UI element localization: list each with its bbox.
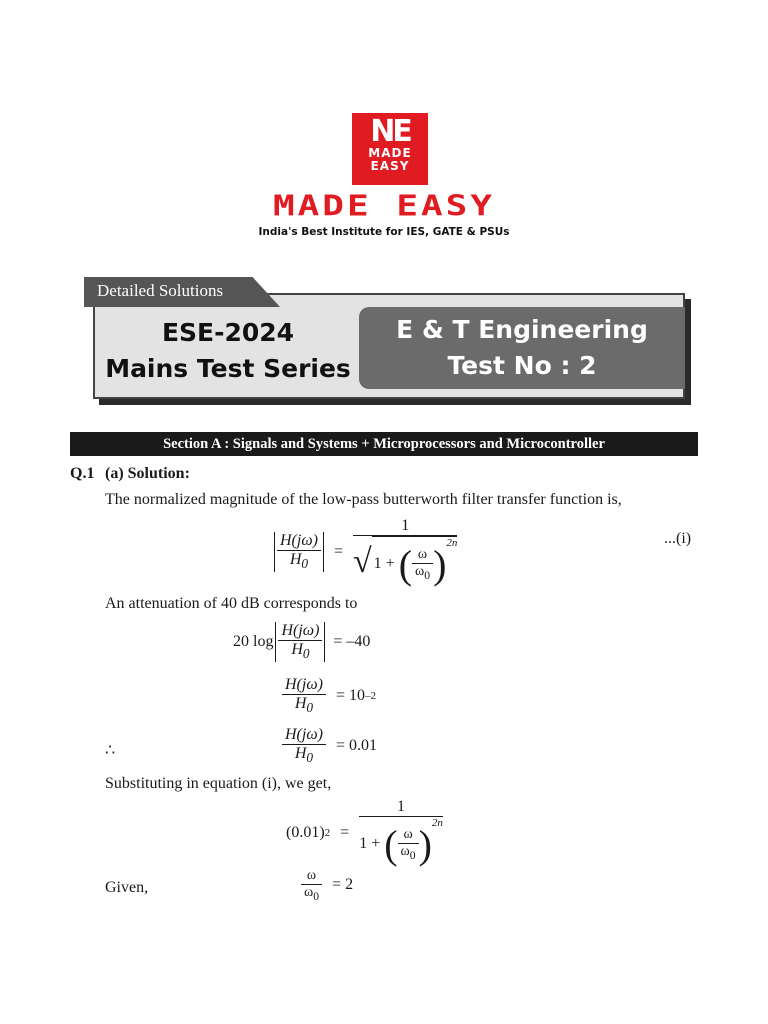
made-easy-logo-mark bbox=[352, 113, 428, 185]
question-part: (a) Solution: bbox=[105, 465, 190, 482]
logo-easy-text: EASY bbox=[370, 159, 410, 173]
subject-line1: E & T Engineering bbox=[396, 315, 648, 344]
equation-3: $\frac{H(j\omega)}{H_0}$ = 10 –2 bbox=[282, 676, 376, 716]
attenuation-text: An attenuation of 40 dB corresponds to bbox=[105, 595, 358, 612]
equation-2: 20 log $\frac{H(j\omega)}{H_0}$ = –40 bbox=[233, 622, 371, 662]
detailed-solutions-label: Detailed Solutions bbox=[97, 281, 224, 300]
equation-1: $\frac{H(j\omega)}{H_0}$ = 1 √ 1 + ( $\frac{\omega}{\omega_0}$ )$^{2n}$ bbox=[274, 512, 457, 592]
intro-text: The normalized magnitude of the low-pass butterworth filter transfer function is, bbox=[105, 491, 622, 508]
substitution-text: Substituting in equation (i), we get, bbox=[105, 775, 332, 792]
equation-5: (0.01) 2 = 1 1 + ( $\frac{\omega}{\omega_0}$ )$^{2n}$ bbox=[286, 798, 443, 867]
eq1-abs-fraction: $\frac{H(j\omega)}{H_0}$ bbox=[274, 532, 324, 572]
equation-tag: ...(i) bbox=[664, 530, 692, 547]
equation-6: $\frac{\omega}{\omega_0}$ = 2 bbox=[301, 868, 353, 903]
brand-name: MADE EASY bbox=[272, 190, 496, 223]
section-header: Section A : Signals and Systems + Microprocessors and Microcontroller bbox=[70, 432, 698, 456]
eq1-rhs-fraction: 1 √ 1 + ( $\frac{\omega}{\omega_0}$ )$^{2n}$ bbox=[352, 516, 458, 587]
logo-made-text: MADE bbox=[368, 146, 412, 160]
logo-ne-letters: NE bbox=[370, 114, 410, 149]
brand-tagline: India's Best Institute for IES, GATE & PSUs bbox=[258, 226, 510, 238]
test-series-title bbox=[100, 315, 356, 387]
therefore-symbol: ∴ bbox=[105, 742, 116, 759]
equation-4: $\frac{H(j\omega)}{H_0}$ = 0.01 bbox=[282, 726, 377, 766]
test-series-line2: Mains Test Series bbox=[105, 354, 351, 383]
question-number: Q.1 bbox=[70, 465, 95, 482]
subject-line2: Test No : 2 bbox=[447, 351, 597, 380]
test-series-line1: ESE-2024 bbox=[161, 318, 295, 347]
given-label: Given, bbox=[105, 879, 149, 896]
subject-title bbox=[359, 312, 685, 384]
